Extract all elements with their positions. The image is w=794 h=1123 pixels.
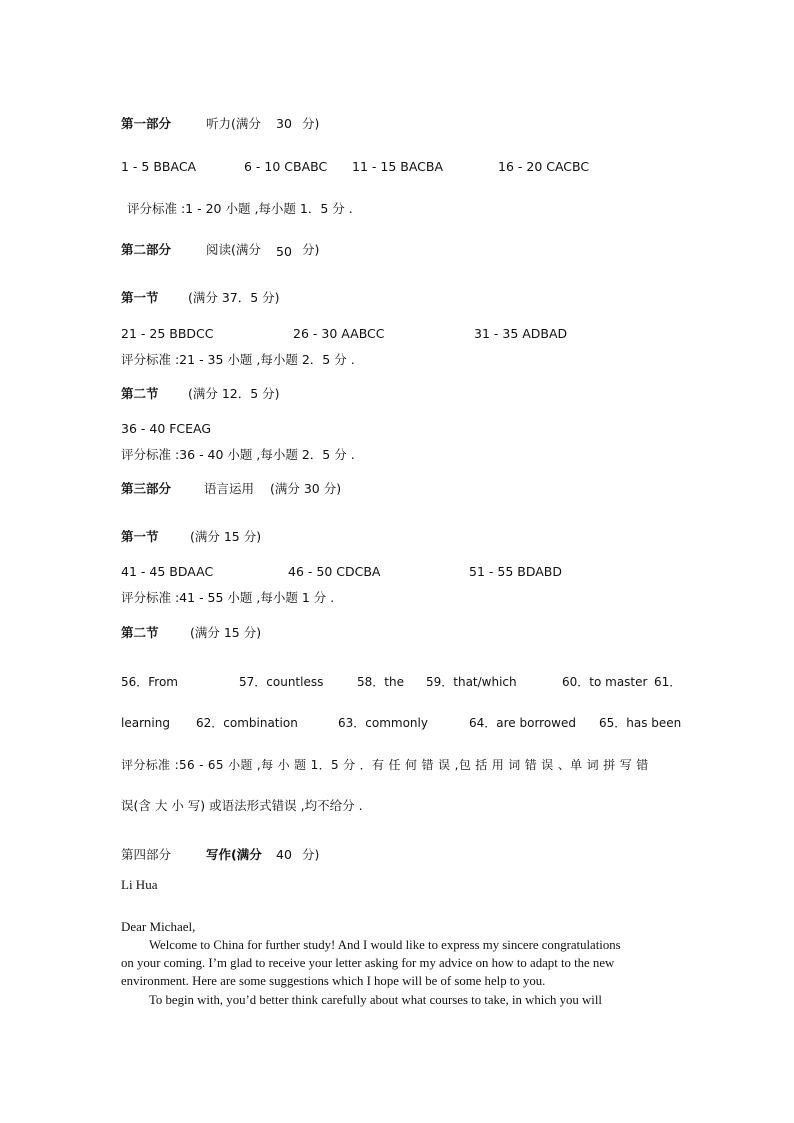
cloze-answer: 58．the: [357, 675, 404, 689]
part3-section1-heading: 第一节: [121, 529, 159, 544]
scoring-criteria: 评分标准 :21 - 35 小题 ,每小题 2．5 分 .: [121, 352, 355, 367]
cloze-answer: 60．to master: [562, 675, 648, 689]
cloze-answer: 62．combination: [196, 716, 298, 730]
letter-line: Welcome to China for further study! And I would like to express my sincere congratulations: [149, 938, 621, 952]
answer-group: 1 - 5 BBACA: [121, 159, 197, 174]
answer-group: 31 - 35 ADBAD: [474, 326, 568, 341]
part3-section1-score: (满分 15 分): [190, 529, 262, 544]
part3-heading: 第三部分: [121, 481, 172, 496]
scoring-criteria: 评分标准 :1 - 20 小题 ,每小题 1．5 分 .: [127, 201, 353, 216]
part1-title: 听力(满分: [206, 116, 261, 131]
part2-section2-heading: 第二节: [121, 386, 159, 401]
scoring-criteria: 评分标准 :41 - 55 小题 ,每小题 1 分 .: [121, 590, 335, 605]
scoring-criteria-continued: 误(含 大 小 写) 或语法形式错误 ,均不给分 .: [121, 798, 363, 813]
cloze-answer: learning: [121, 716, 170, 730]
answer-group: 51 - 55 BDABD: [469, 564, 562, 579]
cloze-answer: 57．countless: [239, 675, 324, 689]
writer-name: Li Hua: [121, 877, 158, 892]
cloze-answer: 63．commonly: [338, 716, 428, 730]
part3-section2-heading: 第二节: [121, 625, 159, 640]
answer-group: 41 - 45 BDAAC: [121, 564, 214, 579]
cloze-answer: 59．that/which: [426, 675, 517, 689]
cloze-answer: 56．From: [121, 675, 179, 689]
part4-score: 40: [276, 847, 292, 862]
scoring-criteria: 评分标准 :56 - 65 小题 ,每 小 题 1．5 分 ．有 任 何 错 误 ,包 括 用 词 错 误 、单 词 拼 写 错: [121, 758, 649, 772]
cloze-answer: 64．are borrowed: [469, 716, 576, 730]
part1-unit: 分): [302, 116, 320, 131]
letter-greeting: Dear Michael,: [121, 919, 196, 934]
answer-group: 36 - 40 FCEAG: [121, 421, 212, 436]
part2-heading: 第二部分: [121, 242, 172, 257]
answer-group: 21 - 25 BBDCC: [121, 326, 214, 341]
answer-group: 6 - 10 CBABC: [244, 159, 328, 174]
cloze-answer: 65．has been: [599, 716, 682, 730]
letter-line: To begin with, you’d better think carefully about what courses to take, in which you will: [149, 993, 602, 1007]
part4-title: 写作(满分: [206, 847, 262, 862]
cloze-answer: 61．: [654, 675, 682, 689]
part4-heading: 第四部分: [121, 847, 172, 862]
part4-unit: 分): [302, 847, 320, 862]
letter-line: on your coming. I’m glad to receive your letter asking for my advice on how to adapt to the new: [121, 956, 615, 970]
answer-group: 26 - 30 AABCC: [293, 326, 385, 341]
part2-score: 50: [276, 244, 292, 259]
part2-section2-score: (满分 12．5 分): [188, 386, 280, 401]
part3-title: 语言运用: [204, 481, 255, 496]
part2-section1-score: (满分 37．5 分): [188, 290, 280, 305]
part1-score: 30: [276, 116, 292, 131]
answer-group: 46 - 50 CDCBA: [288, 564, 381, 579]
scoring-criteria: 评分标准 :36 - 40 小题 ,每小题 2．5 分 .: [121, 447, 355, 462]
part2-section1-heading: 第一节: [121, 290, 159, 305]
letter-line: environment. Here are some suggestions which I hope will be of some help to you.: [121, 974, 546, 988]
part3-section2-score: (满分 15 分): [190, 625, 262, 640]
part2-unit: 分): [302, 242, 320, 257]
answer-group: 11 - 15 BACBA: [352, 159, 444, 174]
part2-title: 阅读(满分: [206, 242, 261, 257]
part1-heading: 第一部分: [121, 116, 172, 131]
part3-score: (满分 30 分): [270, 481, 342, 496]
answer-group: 16 - 20 CACBC: [498, 159, 590, 174]
